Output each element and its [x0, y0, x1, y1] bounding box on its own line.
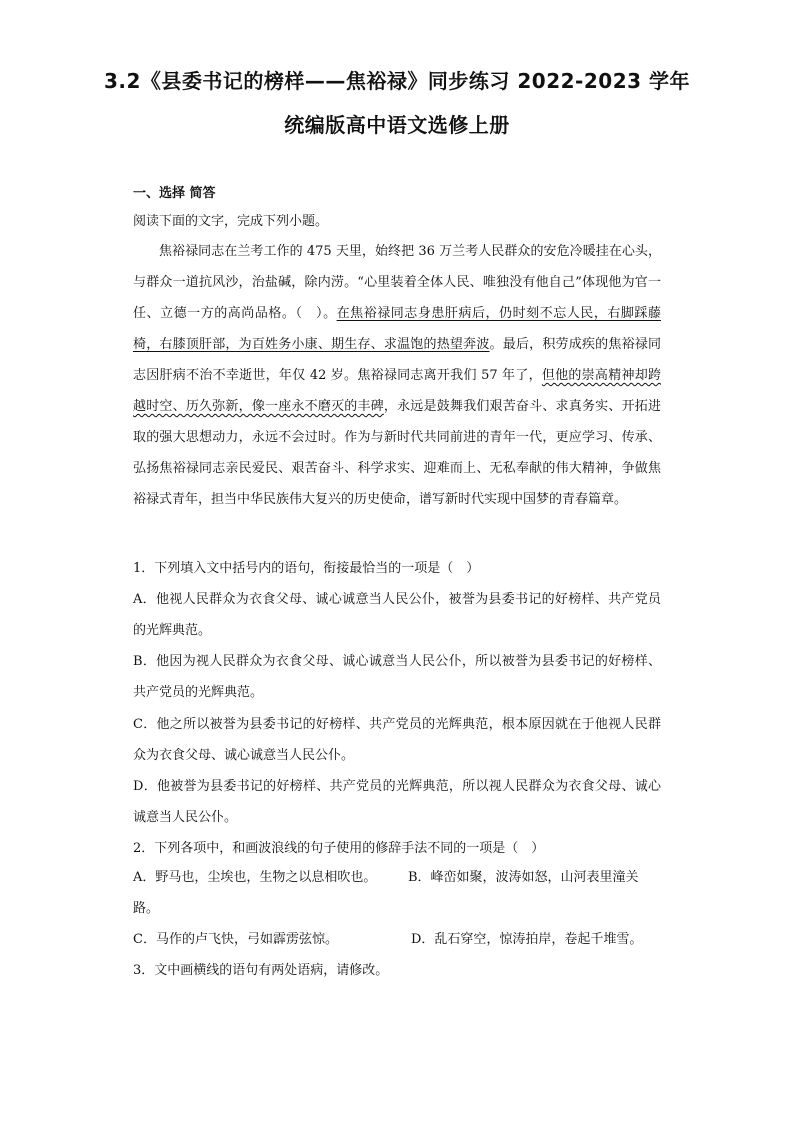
passage-text: 。最后，积劳成疾的焦裕禄同志因肝病不治不幸逝世，年仅 42 岁。焦裕禄同志离开我们 57 年了，	[133, 337, 661, 383]
question-1-option-b: B．他因为视人民群众为衣食父母、诚心诚意当人民公仆，所以被誉为县委书记的好榜样、共产党员的光辉典范。	[133, 654, 661, 700]
document-title-line1: 3.2《县委书记的榜样——焦裕禄》同步练习 2022-2023 学年	[104, 69, 690, 93]
underlined-sentence: 在焦裕禄同志身患肝病后，仍时刻不忘人民，右脚踩藤椅，右膝顶肝部，为百姓务小康、期生存、求温饱的热望奔波	[133, 306, 661, 352]
question-1-stem: 1．下列填入文中括号内的语句，衔接最恰当的一项是（ ）	[133, 561, 480, 576]
question-1-option-c: C．他之所以被誉为县委书记的好榜样、共产党员的光辉典范，根本原因就在于他视人民群众为衣食父母、诚心诚意当人民公仆。	[133, 717, 661, 763]
reading-passage	[133, 236, 661, 515]
passage-text: 焦裕禄同志在兰考工作的 475 天里，始终把 36 万兰考人民群众的安危冷暖挂在心头，与群众一道抗风沙，治盐碱，除内涝。“心里装着全体人民、唯独没有他自己”体现他为官一任、立德一方的高尚品格。（ ）。	[133, 244, 661, 321]
question-2-option-d: D．乱石穿空，惊涛拍岸，卷起千堆雪。	[411, 932, 643, 947]
question-1-option-a: A．他视人民群众为衣食父母、诚心诚意当人民公仆，被誉为县委书记的好榜样、共产党员的光辉典范。	[133, 592, 661, 638]
passage-text: ，永远是鼓舞我们艰苦奋斗、求真务实、开拓进取的强大思想动力，永远不会过时。作为与新时代共同前进的青年一代，更应学习、传承、弘扬焦裕禄同志亲民爱民、艰苦奋斗、科学求实、迎难而上、无私奉献的伟大精神，争做焦裕禄式青年，担当中华民族伟大复兴的历史使命，谱写新时代实现中国梦的青春篇章。	[133, 399, 661, 507]
document-title-line2: 统编版高中语文选修上册	[284, 113, 510, 137]
wavy-underlined-sentence: 但他的崇高精神却跨越时空、历久弥新，像一座永不磨灭的丰碑	[133, 368, 661, 414]
question-2-option-c: C．马作的卢飞快，弓如霹雳弦惊。	[133, 932, 338, 947]
question-2-option-b: B．峰峦如聚，波涛如怒，山河表里潼关	[408, 870, 639, 885]
question-2-option-a: A．野马也，尘埃也，生物之以息相吹也。	[133, 870, 377, 885]
question-3-stem: 3．文中画横线的语句有两处语病，请修改。	[133, 963, 389, 978]
question-1-option-d: D．他被誉为县委书记的好榜样、共产党员的光辉典范，所以视人民群众为衣食父母、诚心诚意当人民公仆。	[133, 779, 661, 825]
question-2-option-b-continued: 路。	[133, 901, 160, 916]
question-2-stem: 2．下列各项中，和画波浪线的句子使用的修辞手法不同的一项是（ ）	[133, 841, 545, 856]
section-heading: 一、选择 简答	[133, 186, 216, 201]
reading-instruction: 阅读下面的文字，完成下列小题。	[133, 214, 329, 229]
